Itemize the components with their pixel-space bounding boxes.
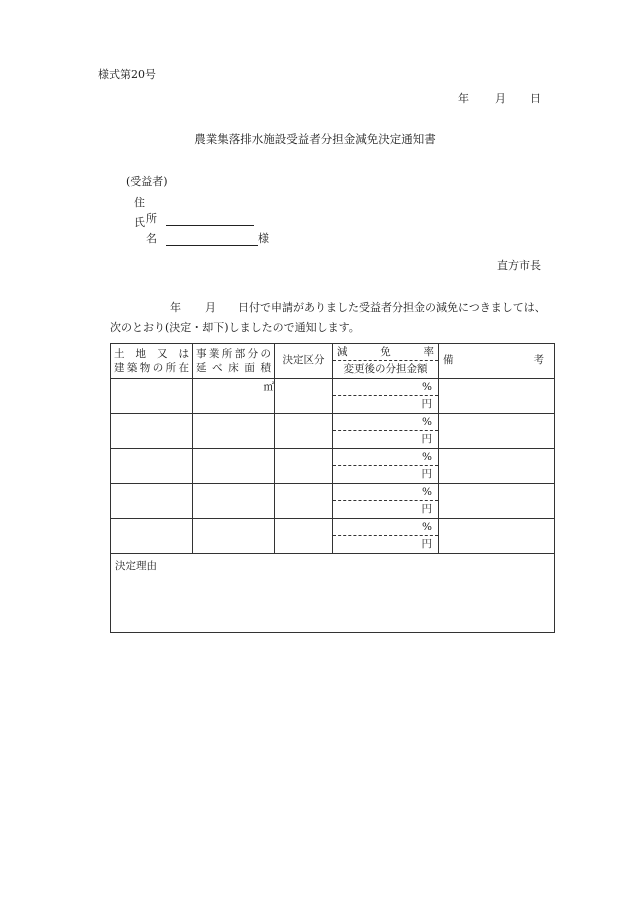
decision-cell[interactable] (275, 484, 333, 519)
recipient-label: (受益者) (126, 175, 168, 188)
name-label: 氏名 (134, 216, 157, 245)
decision-cell[interactable] (275, 519, 333, 554)
table-row (111, 379, 555, 414)
date-year-label: 年 (458, 92, 469, 105)
issuer: 直方市長 (497, 259, 541, 272)
document-title: 農業集落排水施設受益者分担金減免決定通知書 (194, 132, 436, 146)
location-cell[interactable] (111, 519, 193, 554)
header-decision: 決定区分 (275, 344, 333, 379)
header-rate: 減免率 変更後の分担金額 (333, 344, 439, 379)
rate-cell[interactable]: % 円 (333, 379, 439, 414)
area-cell[interactable] (193, 414, 275, 449)
area-cell[interactable] (193, 484, 275, 519)
notice-month: 月 (205, 301, 216, 314)
name-blank[interactable] (166, 234, 258, 246)
location-cell[interactable] (111, 414, 193, 449)
header-floor-area: 事業所部分の 延べ床面積 (193, 344, 275, 379)
header-location: 土地又は 建築物の所在 (111, 344, 193, 379)
remarks-cell[interactable] (439, 449, 555, 484)
area-cell[interactable] (193, 449, 275, 484)
location-cell[interactable] (111, 449, 193, 484)
notice-line-1 (170, 299, 546, 315)
decision-cell[interactable] (275, 414, 333, 449)
rate-cell[interactable]: % 円 (333, 484, 439, 519)
area-unit: ㎡ (263, 381, 274, 393)
reason-label: 決定理由 (115, 560, 157, 572)
date-line (458, 90, 541, 106)
reason-cell[interactable] (111, 554, 555, 633)
form-number: 様式第20号 (98, 68, 156, 81)
date-day-label: 日 (530, 92, 541, 105)
remarks-cell[interactable] (439, 379, 555, 414)
area-cell[interactable] (193, 519, 275, 554)
rate-cell[interactable]: % 円 (333, 449, 439, 484)
location-cell[interactable] (111, 484, 193, 519)
remarks-cell[interactable] (439, 519, 555, 554)
header-row (111, 344, 555, 379)
honorific: 様 (258, 232, 269, 245)
reason-row (111, 554, 555, 633)
rate-cell[interactable]: % 円 (333, 519, 439, 554)
notice-year: 年 (170, 301, 181, 314)
date-month-label: 月 (495, 92, 506, 105)
remarks-cell[interactable] (439, 484, 555, 519)
table-row (111, 449, 555, 484)
notice-text-1: 日付で申請がありました受益者分担金の減免につきましては、 (238, 301, 546, 314)
name-row (134, 214, 269, 246)
remarks-cell[interactable] (439, 414, 555, 449)
table-row (111, 414, 555, 449)
table-row (111, 519, 555, 554)
address-label: 住所 (134, 196, 157, 225)
location-cell[interactable] (111, 379, 193, 414)
decision-cell[interactable] (275, 379, 333, 414)
rate-cell[interactable]: % 円 (333, 414, 439, 449)
header-remarks: 備 考 (439, 344, 555, 379)
reduction-table (110, 343, 555, 633)
notice-line-2: 次のとおり(決定・却下)しましたので通知します。 (110, 321, 360, 334)
table-row (111, 484, 555, 519)
area-cell[interactable] (193, 379, 275, 414)
decision-cell[interactable] (275, 449, 333, 484)
